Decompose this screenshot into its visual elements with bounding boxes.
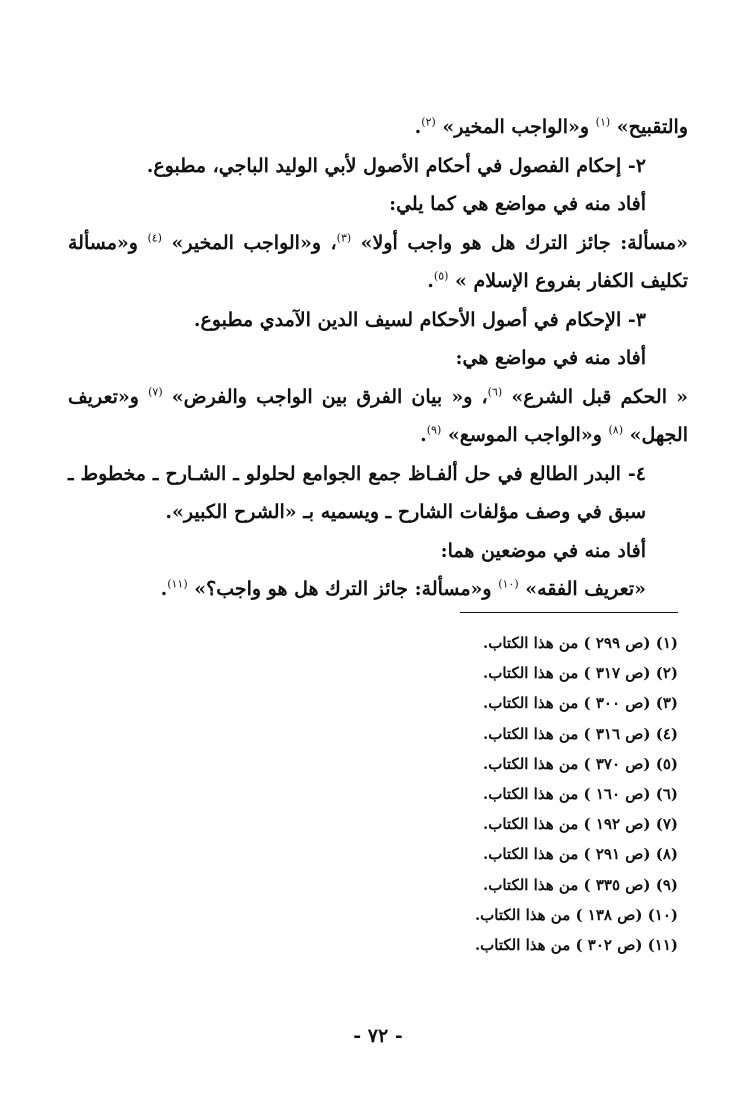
footnote-text: (ص ٣١٦ ) من هذا الكتاب. bbox=[483, 724, 656, 743]
text-run: ، و« بيان الفرق بين الواجب والفرض» bbox=[162, 385, 488, 408]
footnote-number: (٨) bbox=[655, 845, 678, 864]
footnote-number: (٩) bbox=[655, 875, 678, 894]
footnote-text: (ص ١٦٠ ) من هذا الكتاب. bbox=[483, 785, 656, 804]
footnote-marker: (٣) bbox=[336, 231, 352, 245]
text-run: . bbox=[160, 578, 168, 600]
footnote-text: (ص ٢٩٩ ) من هذا الكتاب. bbox=[483, 634, 656, 652]
paragraph bbox=[68, 455, 688, 532]
footnote-item bbox=[258, 839, 678, 869]
footnote-number: (١) bbox=[655, 634, 678, 652]
text-run: «تعريف الفقه» bbox=[518, 578, 646, 600]
footnote-marker: (٥) bbox=[433, 269, 449, 283]
footnotes-list bbox=[258, 628, 678, 960]
paragraph bbox=[68, 224, 688, 301]
footnote-item bbox=[258, 809, 678, 839]
text-run: و«تعريف الجهل» bbox=[68, 385, 688, 446]
footnote-number: (٢) bbox=[655, 664, 678, 683]
footnote-item bbox=[258, 870, 678, 900]
footnote-item bbox=[258, 900, 678, 930]
text-run: ٢- إحكام الفصول في أحكام الأصول لأبي الوليد الباجي، مطبوع. bbox=[146, 154, 646, 177]
paragraph bbox=[68, 532, 688, 571]
footnote-text: (ص ٣٠٠ ) من هذا الكتاب. bbox=[483, 694, 656, 713]
text-run: و«مسألة تكليف الكفار بفروع الإسلام » bbox=[68, 231, 688, 292]
footnote-text: (ص ١٣٨ ) من هذا الكتاب. bbox=[474, 905, 648, 924]
text-run: ٤- البدر الطالع في حل ألفـاظ جمع الجوامع لحلولو ـ الشـارح ـ مخطوط ـ سبق في وصف مؤلفات الشارح ـ ويسميه بـ «الشرح الكبير». bbox=[68, 462, 646, 523]
text-run: ٣- الإحكام في أصول الأحكام لسيف الدين الآمدي مطبوع. bbox=[193, 308, 646, 331]
footnote-marker: (٧) bbox=[148, 385, 163, 399]
footnote-item bbox=[258, 719, 678, 749]
footnote-item bbox=[258, 749, 678, 779]
footnote-marker: (٢) bbox=[421, 115, 436, 129]
footnote-separator bbox=[460, 612, 678, 613]
footnote-text: (ص ٣١٧ ) من هذا الكتاب. bbox=[483, 664, 656, 683]
text-run: . bbox=[427, 270, 434, 292]
footnote-marker: (٨) bbox=[608, 423, 624, 437]
footnote-item bbox=[258, 779, 678, 809]
footnote-marker: (١) bbox=[595, 115, 611, 129]
text-run: أفاد منه في مواضع هي كما يلي: bbox=[389, 193, 646, 215]
text-run: « الحكم قبل الشرع» bbox=[502, 385, 689, 408]
footnote-item bbox=[258, 930, 678, 960]
paragraph bbox=[68, 301, 688, 340]
footnote-item bbox=[258, 658, 678, 688]
text-run: . bbox=[420, 424, 427, 446]
footnote-number: (٣) bbox=[655, 694, 678, 713]
footnote-marker: (٦) bbox=[487, 385, 503, 399]
footnote-number: (٧) bbox=[655, 815, 678, 834]
text-run: والتقبيح» bbox=[610, 116, 688, 138]
footnote-marker: (١١) bbox=[167, 577, 188, 591]
text-run: . bbox=[414, 116, 422, 138]
footnote-text: (ص ٣٠٢ ) من هذا الكتاب. bbox=[474, 936, 648, 955]
main-text bbox=[68, 108, 688, 609]
footnote-marker: (٤) bbox=[147, 231, 162, 245]
footnote-text: (ص ٢٩١ ) من هذا الكتاب. bbox=[483, 845, 656, 864]
text-run: ، و«الواجب المخير» bbox=[161, 231, 337, 254]
paragraph bbox=[68, 570, 688, 609]
text-run: أفاد منه في مواضع هي: bbox=[455, 347, 646, 369]
footnote-item bbox=[258, 688, 678, 718]
text-run: و«الواجب المخير» bbox=[435, 116, 596, 138]
text-run: أفاد منه في موضعين هما: bbox=[440, 539, 646, 562]
footnote-text: (ص ٣٧٠ ) من هذا الكتاب. bbox=[483, 754, 656, 773]
footnote-text: (ص ٣٣٥ ) من هذا الكتاب. bbox=[483, 875, 656, 894]
footnote-number: (٥) bbox=[655, 754, 678, 773]
footnote-marker: (٩) bbox=[426, 423, 442, 437]
paragraph bbox=[68, 108, 688, 147]
footnote-number: (١٠) bbox=[647, 905, 678, 924]
paragraph bbox=[68, 147, 688, 186]
footnote-number: (٤) bbox=[655, 724, 678, 743]
footnote-text: (ص ١٩٢ ) من هذا الكتاب. bbox=[483, 815, 656, 834]
paragraph bbox=[68, 378, 688, 455]
footnote-item bbox=[258, 628, 678, 658]
footnote-number: (٦) bbox=[655, 785, 678, 804]
paragraph bbox=[68, 339, 688, 378]
footnote-marker: (١٠) bbox=[498, 577, 519, 591]
paragraph bbox=[68, 185, 688, 224]
text-run: «مسألة: جائز الترك هل هو واجب أولا» bbox=[351, 231, 688, 254]
footnote-number: (١١) bbox=[647, 936, 678, 955]
text-run: و«مسألة: جائز الترك هل هو واجب؟» bbox=[187, 578, 499, 600]
page-number: - ٧٢ - bbox=[353, 1025, 403, 1047]
text-run: و«الواجب الموسع» bbox=[441, 424, 609, 446]
